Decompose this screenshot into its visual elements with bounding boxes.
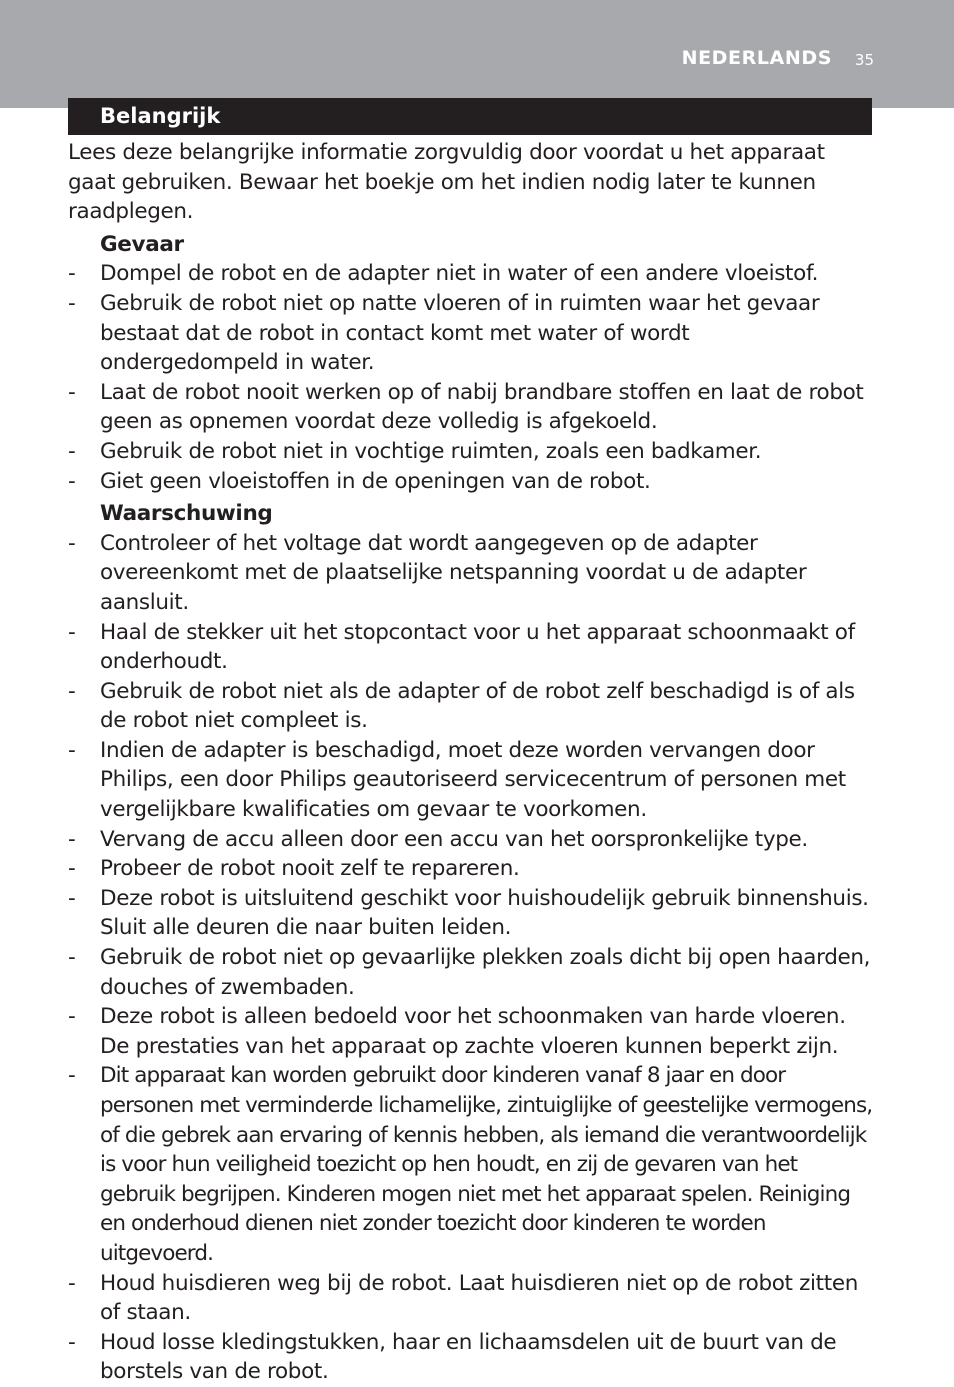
warning-item: - Deze robot is uitsluitend geschikt voor huishoudelijk gebruik binnenshuis. Sluit alle deuren die naar buiten leiden. <box>68 884 874 943</box>
section-title: Belangrijk <box>100 104 221 128</box>
header-language: NEDERLANDS <box>681 47 832 69</box>
warning-item: - Gebruik de robot niet als de adapter of de robot zelf beschadigd is of als de robot niet compleet is. <box>68 677 874 736</box>
page-content <box>68 138 874 1387</box>
danger-heading: Gevaar <box>100 231 184 257</box>
warning-item: - Houd huisdieren weg bij de robot. Laat huisdieren niet op de robot zitten of staan. <box>68 1269 874 1328</box>
warning-item: - Deze robot is alleen bedoeld voor het schoonmaken van harde vloeren. De prestaties van het apparaat op zachte vloeren kunnen beperkt zijn. <box>68 1002 874 1061</box>
intro-paragraph: Lees deze belangrijke informatie zorgvuldig door voordat u het apparaat gaat gebruiken. Bewaar het boekje om het indien nodig later te kunnen raadplegen. <box>68 140 825 225</box>
danger-item: - Laat de robot nooit werken op of nabij brandbare stoffen en laat de robot geen as opnemen voordat deze volledig is afgekoeld. <box>68 378 874 437</box>
danger-item: - Gebruik de robot niet op natte vloeren of in ruimten waar het gevaar bestaat dat de robot in contact komt met water of wordt ondergedompeld in water. <box>68 289 874 378</box>
header-band <box>0 0 954 108</box>
warning-item: - Gebruik de robot niet op gevaarlijke plekken zoals dicht bij open haarden, douches of zwembaden. <box>68 943 874 1002</box>
warning-item: - Vervang de accu alleen door een accu van het oorspronkelijke type. <box>68 825 874 855</box>
warning-item: - Houd losse kledingstukken, haar en lichaamsdelen uit de buurt van de borstels van de robot. <box>68 1328 874 1387</box>
section-heading-bar <box>68 98 872 135</box>
warning-item: - Probeer de robot nooit zelf te repareren. <box>68 854 874 884</box>
warning-item: - Dit apparaat kan worden gebruikt door kinderen vanaf 8 jaar en door personen met verminderde lichamelijke, zintuiglijke of geestelijke vermogens, of die gebrek aan ervaring of kennis hebben, als iemand die verantwoordelijk is voor hun veiligheid toezicht op hen houdt, en zij de gevaren van het gebruik begrijpen. Kinderen mogen niet met het apparaat spelen. Reiniging en onderhoud dienen niet zonder toezicht door kinderen te worden uitgevoerd. <box>68 1061 874 1268</box>
danger-item: - Gebruik de robot niet in vochtige ruimten, zoals een badkamer. <box>68 437 874 467</box>
page-number: 35 <box>854 51 874 69</box>
warning-item: - Controleer of het voltage dat wordt aangegeven op de adapter overeenkomt met de plaatselijke netspanning voordat u de adapter aansluit. <box>68 529 874 618</box>
warning-heading: Waarschuwing <box>100 501 273 527</box>
danger-item: - Dompel de robot en de adapter niet in water of een andere vloeistof. <box>68 259 874 289</box>
warning-list <box>68 529 874 1387</box>
warning-item: - Haal de stekker uit het stopcontact voor u het apparaat schoonmaakt of onderhoudt. <box>68 618 874 677</box>
warning-item: - Indien de adapter is beschadigd, moet deze worden vervangen door Philips, een door Philips geautoriseerd servicecentrum of personen met vergelijkbare kwalificaties om gevaar te voorkomen. <box>68 736 874 825</box>
danger-list <box>68 259 874 496</box>
danger-item: - Giet geen vloeistoffen in de openingen van de robot. <box>68 467 874 497</box>
